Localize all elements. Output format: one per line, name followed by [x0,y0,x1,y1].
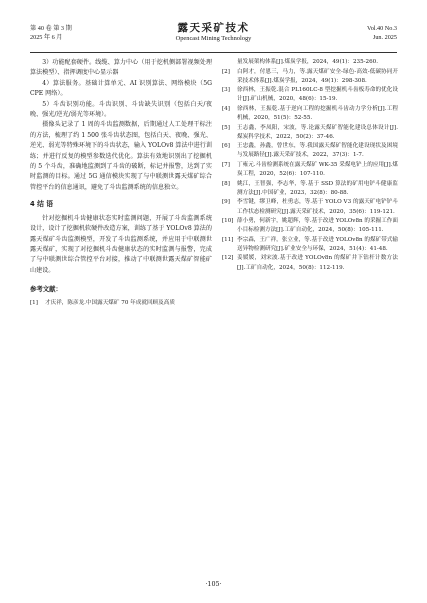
paragraph: 4）算法服务。基础计算单元、AI 识别算法、网络模块（5G CPE 网络）。 [30,79,212,98]
reference-item [222,58,398,67]
reference-text: 李宗森，王广祥，张立业，等.基于改进 YOLOv8n 的煤矿带式输送异物检测研究[J].矿业安全与环保，2024，51(4)：41-48. [237,236,398,252]
reference-item [222,198,398,216]
page-number: ·105· [205,580,222,588]
reference-item [222,180,398,198]
reference-item [222,68,398,86]
paragraph: 5）斗齿识别功能。斗齿识别、斗齿缺失识别（包括白天/夜晚、强光/逆光/弱光等环境）。 [30,100,212,119]
reference-number: [3] [222,87,230,94]
reference-item [222,217,398,235]
reference-text: 王志鑫，李凤阳，宋波，等.论露天煤矿智能化建设总体设计[J].煤炭科学技术，2022，50(2)：37-46. [237,124,398,140]
reference-number: [1] [30,299,38,306]
reference-number: [2] [222,68,230,75]
reference-item [222,236,398,254]
reference-number: [7] [222,162,230,169]
reference-text: 薛小勇，何新宇，姚超辉，等.基于改进 YOLOv8n 的采掘工作面小目标检测方法[J].工矿自动化，2024，50(8)：105-111. [237,218,398,234]
reference-item [30,299,212,308]
reference-text: 李雪键，缪卫峰，杜勇志，等.基于 YOLO V3 的露天矿电铲铲斗工作状态检测研究[J].露天采矿技术，2020，35(6)：119-121. [237,199,398,215]
reference-number: [10] [222,218,234,225]
right-column [222,58,398,273]
header-rule [30,52,397,53]
volume-cn: 第 40 卷 第 3 期 [30,25,72,32]
paragraph: 针对挖掘机斗齿健康状态实时监测问题，开展了斗齿监测系统设计，设计了挖掘机软硬件改造方案，训练了基于 YOLOv8 算法的露天煤矿斗齿监测模型，开发了斗齿监测系统，并应用于中联测世露天煤矿，实现了对挖掘机斗齿健康状态的实时监测与报警，完成了与中联测世综合管控平台对接，推动了中联测世露天煤矿智能矿山建设。 [30,214,212,274]
date-cn: 2025 年 6 月 [30,34,63,41]
reference-item [222,105,398,123]
reference-item [222,161,398,179]
reference-text: 量发展架构体系[J].煤炭学报，2024，49(1)：235-260. [237,59,378,65]
reference-number: [12] [222,255,234,262]
reference-text: 姜媛媛，刘宋波.基于改进 YOLOv8n 的煤矿井下钻杆计数方法[J].工矿自动化，2024，50(8)：112-119. [237,255,398,271]
reference-number: [6] [222,143,230,150]
reference-number: [9] [222,199,230,206]
reference-number: [8] [222,180,230,187]
volume-issue-en [367,24,397,42]
volume-en: Vol.40 No.3 [367,25,397,32]
reference-text: 才庆祥，陈彦龙.中国露天煤矿 70 年成就回顾及高质 [45,299,175,306]
reference-item [222,86,398,104]
left-column [30,58,212,308]
journal-title [30,22,397,43]
reference-item [222,142,398,160]
reference-number: [11] [222,236,234,243]
reference-number: [4] [222,105,230,112]
reference-text: 徐西林，王振乾.基于逆向工程的挖掘机斗齿动力学分析[J].工程机械，2020，51(5)：52-55. [237,105,398,122]
reference-text: 姚江，王智强，李志华，等.基于 SSD 算法的矿用电铲斗健康监测方法[J].中国矿业，2023，32(8)：80-88. [237,180,398,196]
paragraph: 3）功能配套硬件。线缆、算力中心（用于挖机侧部署视频处理算法模型）、指挥调度中心显示器 [30,59,212,77]
paragraph: 摄像头记录了 1 周的斗齿监测数据，后期通过人工处理干标注的方法，梳理了约 1 500 张斗齿状态图，包括白天、夜晚、强光、逆光、弱光等特殊环境下的斗齿状态，输入 YOLOv8 算法中进行训练；并进行反复的模型参数迭代优化。算法有效地识别出了挖掘机的 5 个斗齿，准确地监测到了斗齿的破断，标记并报警，达到了实时监测的目标。通过 5G 通信模块实现了与中联测世露天煤矿综合管控平台的信息通讯，避免了斗齿监测系统的信息独立。 [30,121,212,191]
reference-text: 王忠鑫，孙鑫，曾世东，等.我国露天煤矿智能化建设现状及困境与发展路径[J].露天采矿技术，2022，37(3)：1-7. [237,143,398,159]
reference-text: 徐西林，王振乾.混合 PL160LC-8 型挖掘机斗齿板寿命的优化设计[J].矿山机械，2020，48(6)：15-19. [237,87,398,103]
reference-item [222,124,398,142]
reference-item [222,254,398,272]
date-en: Jun. 2025 [372,34,397,41]
section-heading-conclusion: 4 结 语 [30,200,54,209]
reference-text: 丁雍元.斗齿检测系统在露天煤矿 WK-35 采煤电铲上的应用[J].煤炭工程，2020，52(6)：107-110. [237,162,398,178]
journal-title-cn: 露天采矿技术 [177,22,250,34]
reference-number [222,58,237,67]
references-heading: 参考文献： [30,285,62,294]
reference-text: 白阿才，付恩三，马力，等.露天煤矿安全-绿色-高效-低碳协同开采技术体系[J].煤炭学报，2024，49(1)：298-308. [237,68,398,84]
reference-number: [5] [222,124,230,131]
page-header [30,24,397,50]
journal-title-en: Opencast Mining Technology [175,35,252,42]
